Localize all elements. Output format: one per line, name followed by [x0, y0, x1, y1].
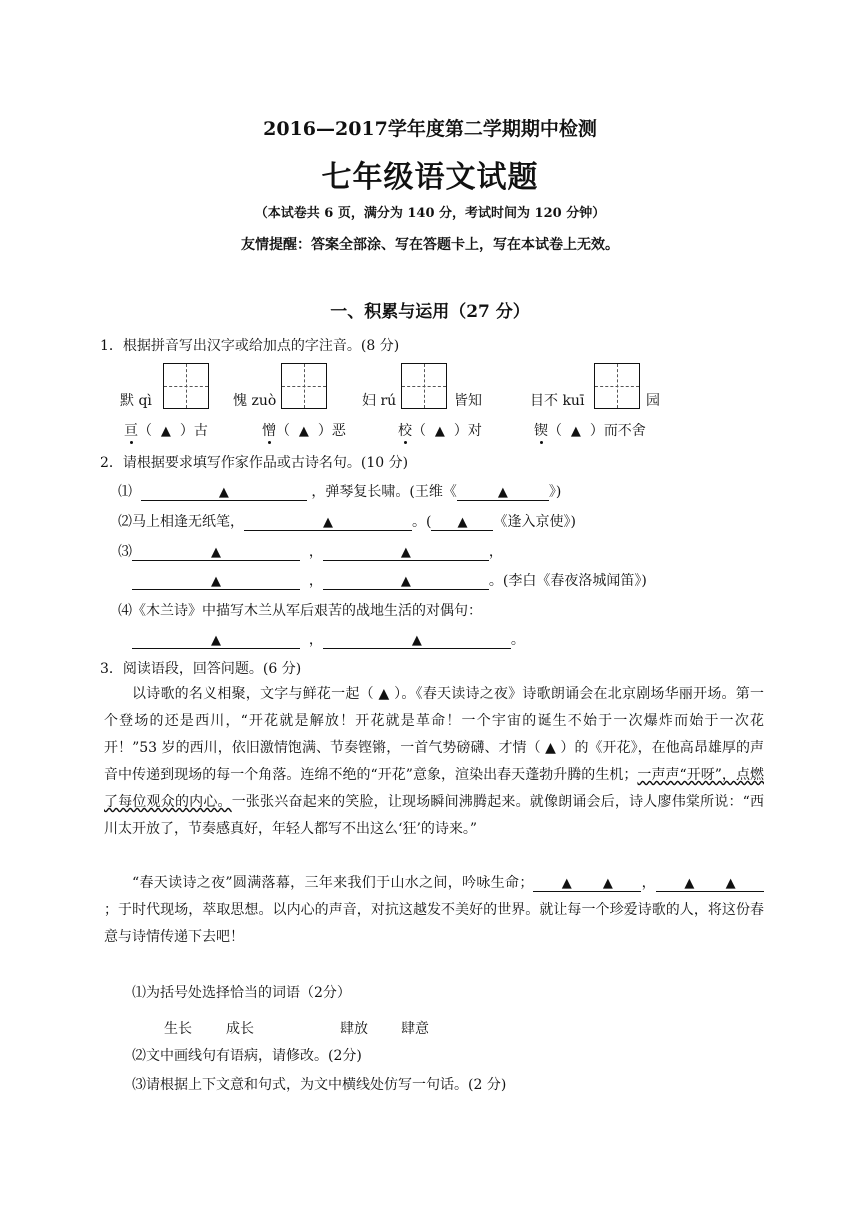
section-title: 一、积累与运用（27 分） [330, 302, 530, 322]
dotted-char-item: 锲（ ▲ ）而不舍 [534, 420, 646, 440]
pinyin-item: 愧 zuò [233, 393, 277, 409]
word-option: 肆意 [401, 1021, 429, 1037]
exam-note: （本试卷共 6 页，满分为 140 分，考试时间为 120 分钟） [254, 206, 606, 221]
triangle-mark: ▲ [434, 424, 445, 439]
fill-blank: ▲ [323, 632, 511, 649]
fill-blank: ▲ [244, 514, 412, 531]
fill-blank: ▲ [323, 544, 489, 561]
dotted-char: 憎 [262, 420, 276, 440]
pinyin-item-suffix: 皆知 [454, 393, 482, 409]
word-option: 成长 [226, 1021, 254, 1037]
pinyin-item: 默 qì [120, 393, 152, 409]
fill-blank: ▲ ▲ [533, 875, 641, 892]
fill-blank: ▲ [141, 484, 307, 501]
dotted-char-item: 憎（ ▲ ）恶 [262, 420, 346, 440]
underlined-sentence: 一声声“开呀”，点燃了每位观众的内心。 [104, 767, 764, 810]
fill-blank: ▲ [431, 514, 493, 531]
reading-paragraph-2: “春天读诗之夜”圆满落幕，三年来我们于山水之间，吟咏生命； ▲ ▲ ， ▲ ▲；于时代现场，萃取思想。以内心的声音，对抗这越发不美好的世界。就让每一个珍爱诗歌的人，将这份春意与诗情传递下去吧！ [104, 875, 764, 945]
dotted-char: 校 [398, 420, 412, 440]
exam-title: 2016—2017学年度第二学期期中检测 [263, 118, 597, 140]
q3-sub-3: ⑶请根据上下文意和句式，为文中横线处仿写一句话。(2 分) [132, 1077, 507, 1093]
question-1-stem: 1．根据拼音写出汉字或给加点的字注音。(8 分) [100, 338, 400, 354]
fill-blank: ▲ [132, 632, 300, 649]
dotted-char-item: 校（ ▲ ）对 [398, 420, 482, 440]
q3-sub-2: ⑵文中画线句有语病，请修改。(2分) [132, 1048, 362, 1064]
question-2-stem: 2．请根据要求填写作家作品或古诗名句。(10 分) [100, 455, 409, 471]
exam-reminder: 友情提醒：答案全部涂、写在答题卡上，写在本试卷上无效。 [241, 237, 619, 253]
q2-line-2: ⑵马上相逢无纸笔， ▲ 。( ▲ 《逢入京使》) [118, 514, 576, 530]
fill-blank: ▲ [323, 573, 489, 590]
fill-blank: ▲ ▲ [656, 875, 764, 892]
q2-line-4-blanks: ▲ ， ▲ 。 [132, 629, 525, 649]
pinyin-item: 目不 kuī [530, 393, 585, 409]
reading-paragraph-1: 以诗歌的名义相聚，文字与鲜花一起（ ▲ ）。《春天读诗之夜》诗歌朗诵会在北京剧场华丽开场。第一个登场的还是西川，“开花就是解放！开花就是革命！一个宇宙的诞生不始于一次爆炸而始于一次花开！”53 岁的西川，依旧激情饱满、节奏铿锵，一首气势磅礴、才情（ ▲ ）的《开花》，在他高昂雄厚的声音中传递到现场的每一个角落。连绵不绝的“开花”意象，渲染出春天蓬勃升腾的生机；一声声“开呀”，点燃了每位观众的内心。一张张兴奋起来的笑脸，让现场瞬间沸腾起来。就像朗诵会后，诗人廖伟棠所说：“西川太开放了，节奏感真好，年轻人都写不出这么‘狂’的诗来。” [104, 686, 765, 837]
fill-blank: ▲ [132, 573, 300, 590]
triangle-mark: ▲ [570, 424, 581, 439]
q3-sub-1: ⑴为括号处选择恰当的词语（2分） [132, 985, 351, 1001]
word-option: 生长 [164, 1021, 192, 1037]
triangle-mark: ▲ [160, 424, 171, 439]
triangle-mark: ▲ [298, 424, 309, 439]
dotted-char: 锲 [534, 420, 548, 440]
answer-box [281, 363, 327, 409]
q2-line-3b: ▲ ， ▲ 。(李白《春夜洛城闻笛》) [132, 570, 647, 590]
answer-box [401, 363, 447, 409]
dotted-char: 亘 [124, 420, 138, 440]
q2-line-3a: ⑶ ▲ ， ▲ ， [118, 544, 503, 560]
q2-line-4: ⑷《木兰诗》中描写木兰从军后艰苦的战地生活的对偶句： [118, 603, 482, 619]
fill-blank: ▲ [457, 484, 549, 501]
exam-subtitle: 七年级语文试题 [321, 160, 539, 195]
question-3-stem: 3．阅读语段，回答问题。(6 分) [100, 661, 302, 677]
answer-box [163, 363, 209, 409]
word-option: 肆放 [340, 1021, 368, 1037]
dotted-char-item: 亘（ ▲ ）古 [124, 420, 208, 440]
pinyin-item-suffix: 园 [646, 393, 660, 409]
pinyin-item: 妇 rú [362, 393, 397, 409]
answer-box [594, 363, 640, 409]
q2-line-1: ⑴ ▲ ，弹琴复长啸。(王维《 ▲ 》) [118, 484, 562, 500]
fill-blank: ▲ [132, 544, 300, 561]
